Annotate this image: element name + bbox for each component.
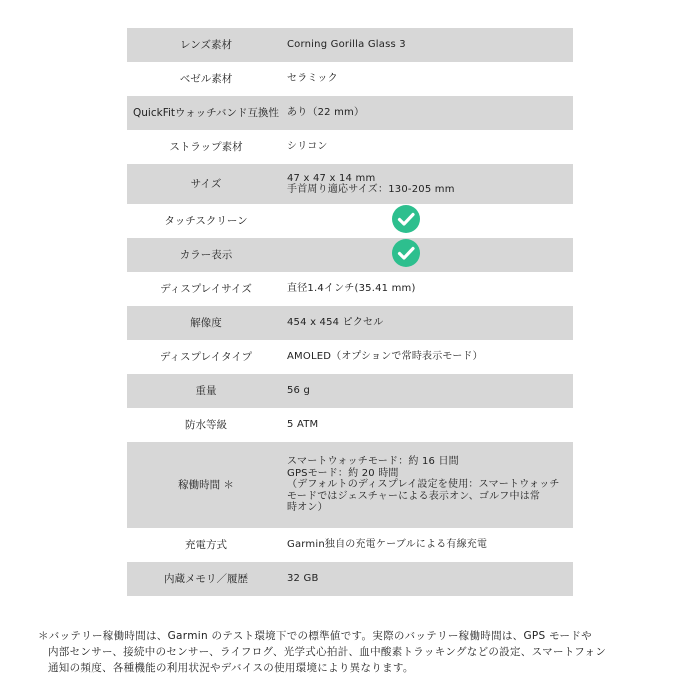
spec-label: タッチスクリーン <box>164 214 248 227</box>
spec-value-line: 5 ATM <box>287 419 319 431</box>
spec-value-line: 直径1.4インチ(35.41 mm) <box>287 283 416 295</box>
spec-value-line: 454 x 454 ピクセル <box>287 317 384 329</box>
spec-label: ストラップ素材 <box>169 140 243 153</box>
spec-value <box>285 573 573 585</box>
spec-value <box>285 539 573 551</box>
spec-value <box>285 239 573 271</box>
spec-value <box>285 456 573 514</box>
spec-row-size <box>127 164 573 204</box>
spec-row-weight <box>127 374 573 408</box>
spec-label: ディスプレイサイズ <box>160 282 252 295</box>
spec-row-water-rating <box>127 408 573 442</box>
spec-row-strap <box>127 130 573 164</box>
spec-value <box>285 419 573 431</box>
spec-value-line: モードではジェスチャーによる表示オン、ゴルフ中は常 <box>287 490 541 502</box>
spec-row-display-size <box>127 272 573 306</box>
spec-value-line: Garmin独自の充電ケーブルによる有線充電 <box>287 539 488 551</box>
spec-value <box>285 283 573 295</box>
spec-value <box>285 351 573 363</box>
spec-value-line: 56 g <box>287 385 311 397</box>
spec-value-line: （デフォルトのディスプレイ設定を使用：スマートウォッチ <box>287 479 560 491</box>
spec-label: QuickFitウォッチバンド互換性 <box>133 106 279 119</box>
spec-value <box>285 385 573 397</box>
spec-value <box>285 73 573 85</box>
spec-row-bezel <box>127 62 573 96</box>
spec-value-line: 手首周り適応サイズ：130-205 mm <box>287 184 455 195</box>
spec-value-line: 47 x 47 x 14 mm <box>287 172 376 184</box>
spec-value <box>285 107 573 119</box>
spec-row-color-display <box>127 238 573 272</box>
spec-label: 稼働時間 ＊ <box>178 478 234 491</box>
spec-row-quickfit <box>127 96 573 130</box>
spec-label: 重量 <box>195 384 217 397</box>
spec-label: サイズ <box>190 177 222 190</box>
spec-label: レンズ素材 <box>180 38 232 51</box>
check-icon <box>392 205 420 233</box>
spec-value-line: GPSモード：約 20 時間 <box>287 467 399 479</box>
spec-label: ベゼル素材 <box>179 72 233 85</box>
spec-value-line: 32 GB <box>287 573 319 585</box>
spec-value-line: Corning Gorilla Glass 3 <box>287 39 406 51</box>
spec-value-line: シリコン <box>287 141 328 153</box>
spec-value-line: 時オン） <box>287 502 328 514</box>
spec-value <box>285 141 573 153</box>
spec-label: 充電方式 <box>185 538 227 551</box>
footnote-line: 通知の頻度、各種機能の利用状況やデバイスの使用環境により異なります。 <box>48 662 414 674</box>
spec-row-battery-life <box>127 442 573 528</box>
spec-label: 防水等級 <box>185 418 227 431</box>
spec-value-line: セラミック <box>287 73 338 85</box>
spec-row-lens <box>127 28 573 62</box>
spec-row-display-type <box>127 340 573 374</box>
spec-value-line: あり（22 mm） <box>287 107 365 119</box>
spec-label: 内蔵メモリ／履歴 <box>164 572 248 585</box>
spec-row-memory <box>127 562 573 596</box>
check-icon <box>392 239 420 267</box>
spec-table <box>127 28 573 596</box>
footnote-line: 内部センサー、接続中のセンサー、ライフログ、光学式心拍計、血中酸素トラッキングなどの設定、スマートフォン <box>48 646 607 658</box>
spec-label: ディスプレイタイプ <box>159 350 253 363</box>
spec-value-line: スマートウォッチモード：約 16 日間 <box>287 456 459 468</box>
spec-label: カラー表示 <box>179 248 233 261</box>
spec-value <box>285 205 573 237</box>
spec-row-charging <box>127 528 573 562</box>
spec-row-resolution <box>127 306 573 340</box>
spec-value-line: AMOLED（オプションで常時表示モード） <box>287 351 483 363</box>
spec-label: 解像度 <box>190 316 222 329</box>
footnote-line: ＊バッテリー稼働時間は、Garmin のテスト環境下での標準値です。実際のバッテリー稼働時間は、GPS モードや <box>38 630 592 642</box>
spec-value <box>285 317 573 329</box>
battery-footnote <box>38 628 670 676</box>
spec-row-touchscreen <box>127 204 573 238</box>
spec-value <box>285 173 573 196</box>
spec-value <box>285 39 573 51</box>
